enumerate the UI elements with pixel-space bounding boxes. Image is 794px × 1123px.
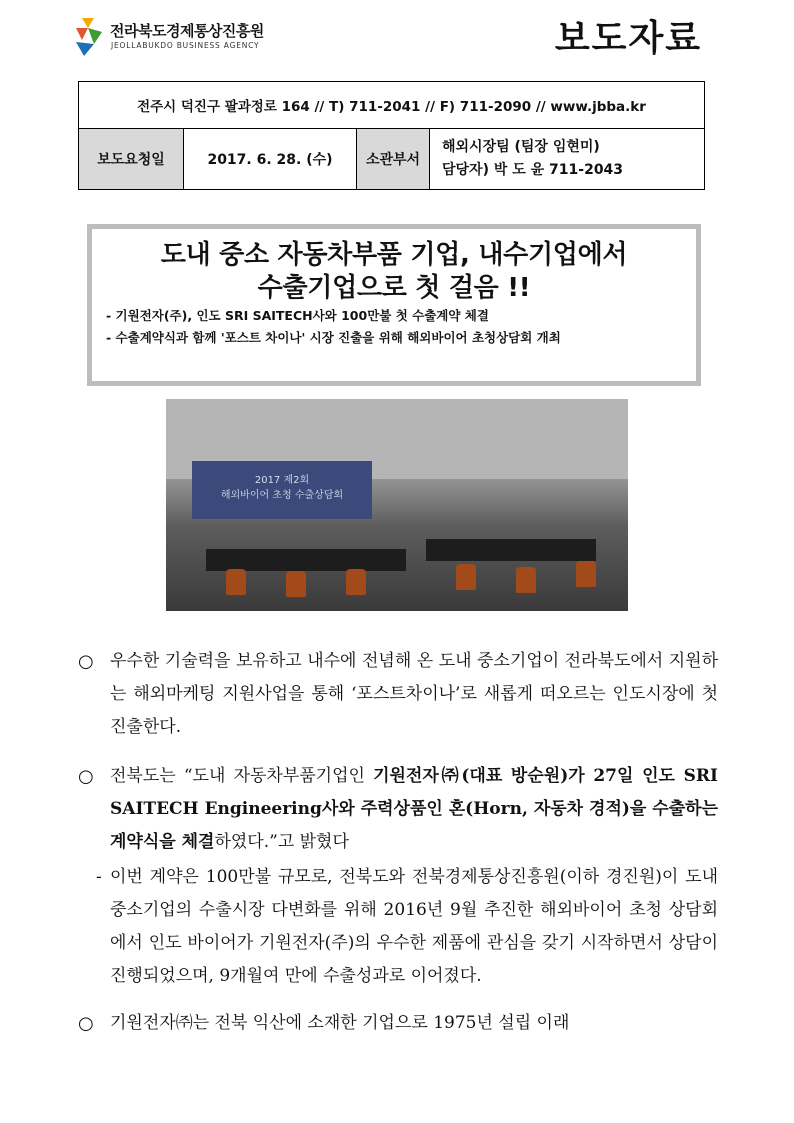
paragraph-1	[78, 645, 718, 744]
contact-address: 전주시 덕진구 팔과정로 164 // T) 711-2041 // F) 711-2090 // www.jbba.kr	[79, 82, 705, 129]
dash-bullet: -	[96, 867, 102, 887]
photo-chair	[516, 567, 536, 593]
hollow-circle-bullet-icon: ○	[78, 1013, 94, 1034]
subheadline-1: - 기원전자(주), 인도 SRI SAITECH사와 100만불 첫 수출계약 체결	[106, 308, 489, 323]
logo-mark-icon	[74, 16, 106, 58]
paragraph-1-text: 우수한 기술력을 보유하고 내수에 전념해 온 도내 중소기업이 전라북도에서 지원하는 해외마케팅 지원사업을 통해 ‘포스트차이나’로 새롭게 떠오르는 인도시장에 첫 진출한다.	[110, 651, 718, 737]
photo-banner-line-2: 해외바이어 초청 수출상담회	[220, 490, 344, 501]
request-date-value: 2017. 6. 28. (수)	[184, 129, 357, 190]
photo-chair	[226, 569, 246, 595]
paragraph-2-text-bold: 기원전자㈜(대표 방순원)가 27일 인도 SRI SAITECH Engineering사와 주력상품인 혼(Horn, 자동차 경적)을 수출하는 계약식을 체결	[110, 766, 719, 852]
photo-chair	[286, 571, 306, 597]
paragraph-2-text-a: 전북도는 “도내 자동차부품기업인	[110, 766, 374, 786]
photo-table	[206, 549, 406, 571]
hollow-circle-bullet-icon: ○	[78, 766, 94, 787]
department-value	[430, 129, 705, 190]
department-label: 소관부서	[357, 129, 430, 190]
paragraph-2	[78, 760, 718, 859]
paragraph-3	[78, 1007, 718, 1040]
event-photo	[166, 399, 628, 611]
sub-paragraph-1	[78, 861, 718, 993]
article-body	[78, 645, 718, 1056]
press-info-table	[78, 81, 705, 190]
department-team: 해외시장팀 (팀장 임현미)	[442, 139, 600, 155]
request-date-label: 보도요청일	[79, 129, 184, 190]
department-contact: 담당자) 박 도 윤 711-2043	[442, 162, 624, 178]
photo-banner-line-1: 2017 제2회	[254, 475, 310, 486]
photo-chair	[456, 564, 476, 590]
photo-chair	[346, 569, 366, 595]
headline-line-2: 수출기업으로 첫 걸음 !!	[257, 273, 531, 303]
headline-box	[87, 224, 701, 386]
hollow-circle-bullet-icon: ○	[78, 651, 94, 672]
paragraph-2-text-c: 하였다.”고 밝혔다	[214, 832, 349, 852]
org-name-korean: 전라북도경제통상진흥원	[110, 22, 264, 40]
photo-chair	[576, 561, 596, 587]
org-logo	[74, 16, 334, 62]
org-name-english: JEOLLABUKDO BUSINESS AGENCY	[111, 41, 260, 50]
photo-table	[426, 539, 596, 561]
paragraph-3-text: 기원전자㈜는 전북 익산에 소재한 기업으로 1975년 설립 이래	[110, 1013, 570, 1033]
subheadline-2: - 수출계약식과 함께 '포스트 차이나' 시장 진출을 위해 해외바이어 초청상담회 개최	[106, 330, 561, 345]
document-type-title: 보도자료	[554, 18, 702, 59]
sub-paragraph-1-text: 이번 계약은 100만불 규모로, 전북도와 전북경제통상진흥원(이하 경진원)이 도내 중소기업의 수출시장 다변화를 위해 2016년 9월 추진한 해외바이어 초청 상담회에서 인도 바이어가 기원전자(주)의 우수한 제품에 관심을 갖기 시작하면서 상담이 진행되었으며, 9개월여 만에 수출성과로 이어졌다.	[110, 867, 718, 986]
photo-banner	[192, 461, 372, 519]
headline-line-1: 도내 중소 자동차부품 기업, 내수기업에서	[160, 240, 628, 270]
